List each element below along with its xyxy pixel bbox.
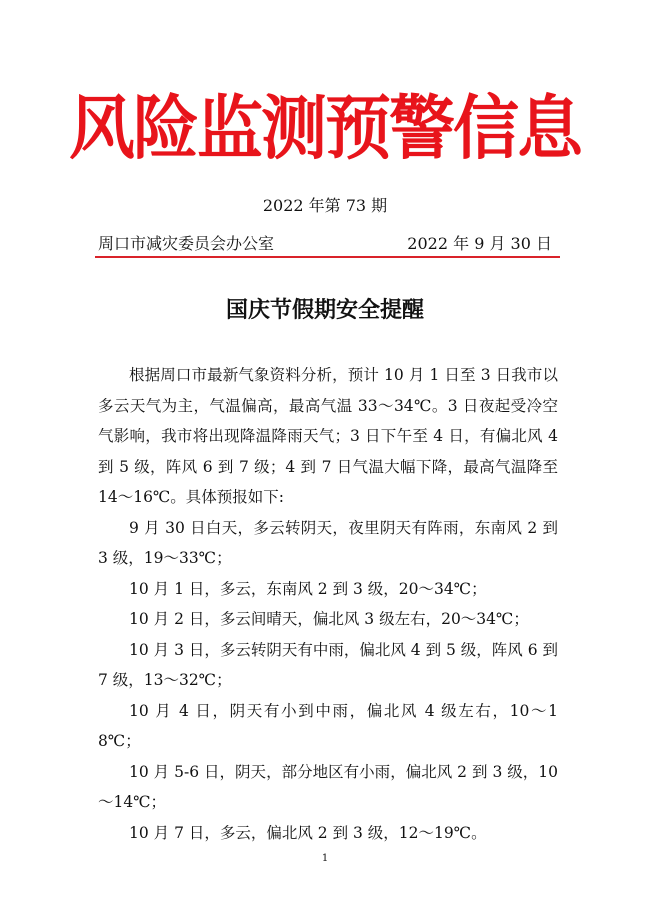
intro-paragraph: 根据周口市最新气象资料分析，预计 10 月 1 日至 3 日我市以多云天气为主，气温偏高，最高气温 33～34℃。3 日夜起受冷空气影响，我市将出现降温降雨天气；3 日下午至 4 日，有偏北风 4 到 5 级，阵风 6 到 7 级；4 到 7 日气温大幅下降，最高气温降至 14～16℃。具体预报如下: [98, 366, 558, 506]
forecast-item: 10 月 3 日，多云转阴天有中雨，偏北风 4 到 5 级，阵风 6 到 7 级，13～32℃； [98, 640, 559, 689]
masthead-block [0, 88, 650, 168]
forecast-item: 10 月 4 日，阴天有小到中雨，偏北风 4 级左右，10～18℃； [98, 701, 558, 750]
masthead-title: 风险监测预警信息 [69, 87, 581, 169]
document-body [98, 360, 558, 848]
forecast-item: 10 月 5-6 日，阴天，部分地区有小雨，偏北风 2 到 3 级，10～14℃； [98, 762, 558, 811]
issue-date: 2022 年 9 月 30 日 [407, 234, 552, 253]
forecast-item: 9 月 30 日白天，多云转阴天，夜里阴天有阵雨，东南风 2 到 3 级，19～33℃； [98, 518, 558, 567]
meta-row [98, 232, 558, 256]
issuing-office: 周口市减灾委员会办公室 [98, 234, 275, 253]
header-divider [95, 256, 560, 258]
document-title: 国庆节假期安全提醒 [225, 297, 424, 323]
page-number: 1 [321, 853, 329, 864]
forecast-item: 10 月 2 日，多云间晴天，偏北风 3 级左右，20～34℃； [129, 610, 529, 628]
forecast-item: 10 月 7 日，多云，偏北风 2 到 3 级，12～19℃。 [129, 823, 487, 842]
forecast-item: 10 月 1 日，多云，东南风 2 到 3 级，20～34℃； [129, 579, 487, 598]
issue-number: 2022 年第 73 期 [262, 196, 388, 215]
